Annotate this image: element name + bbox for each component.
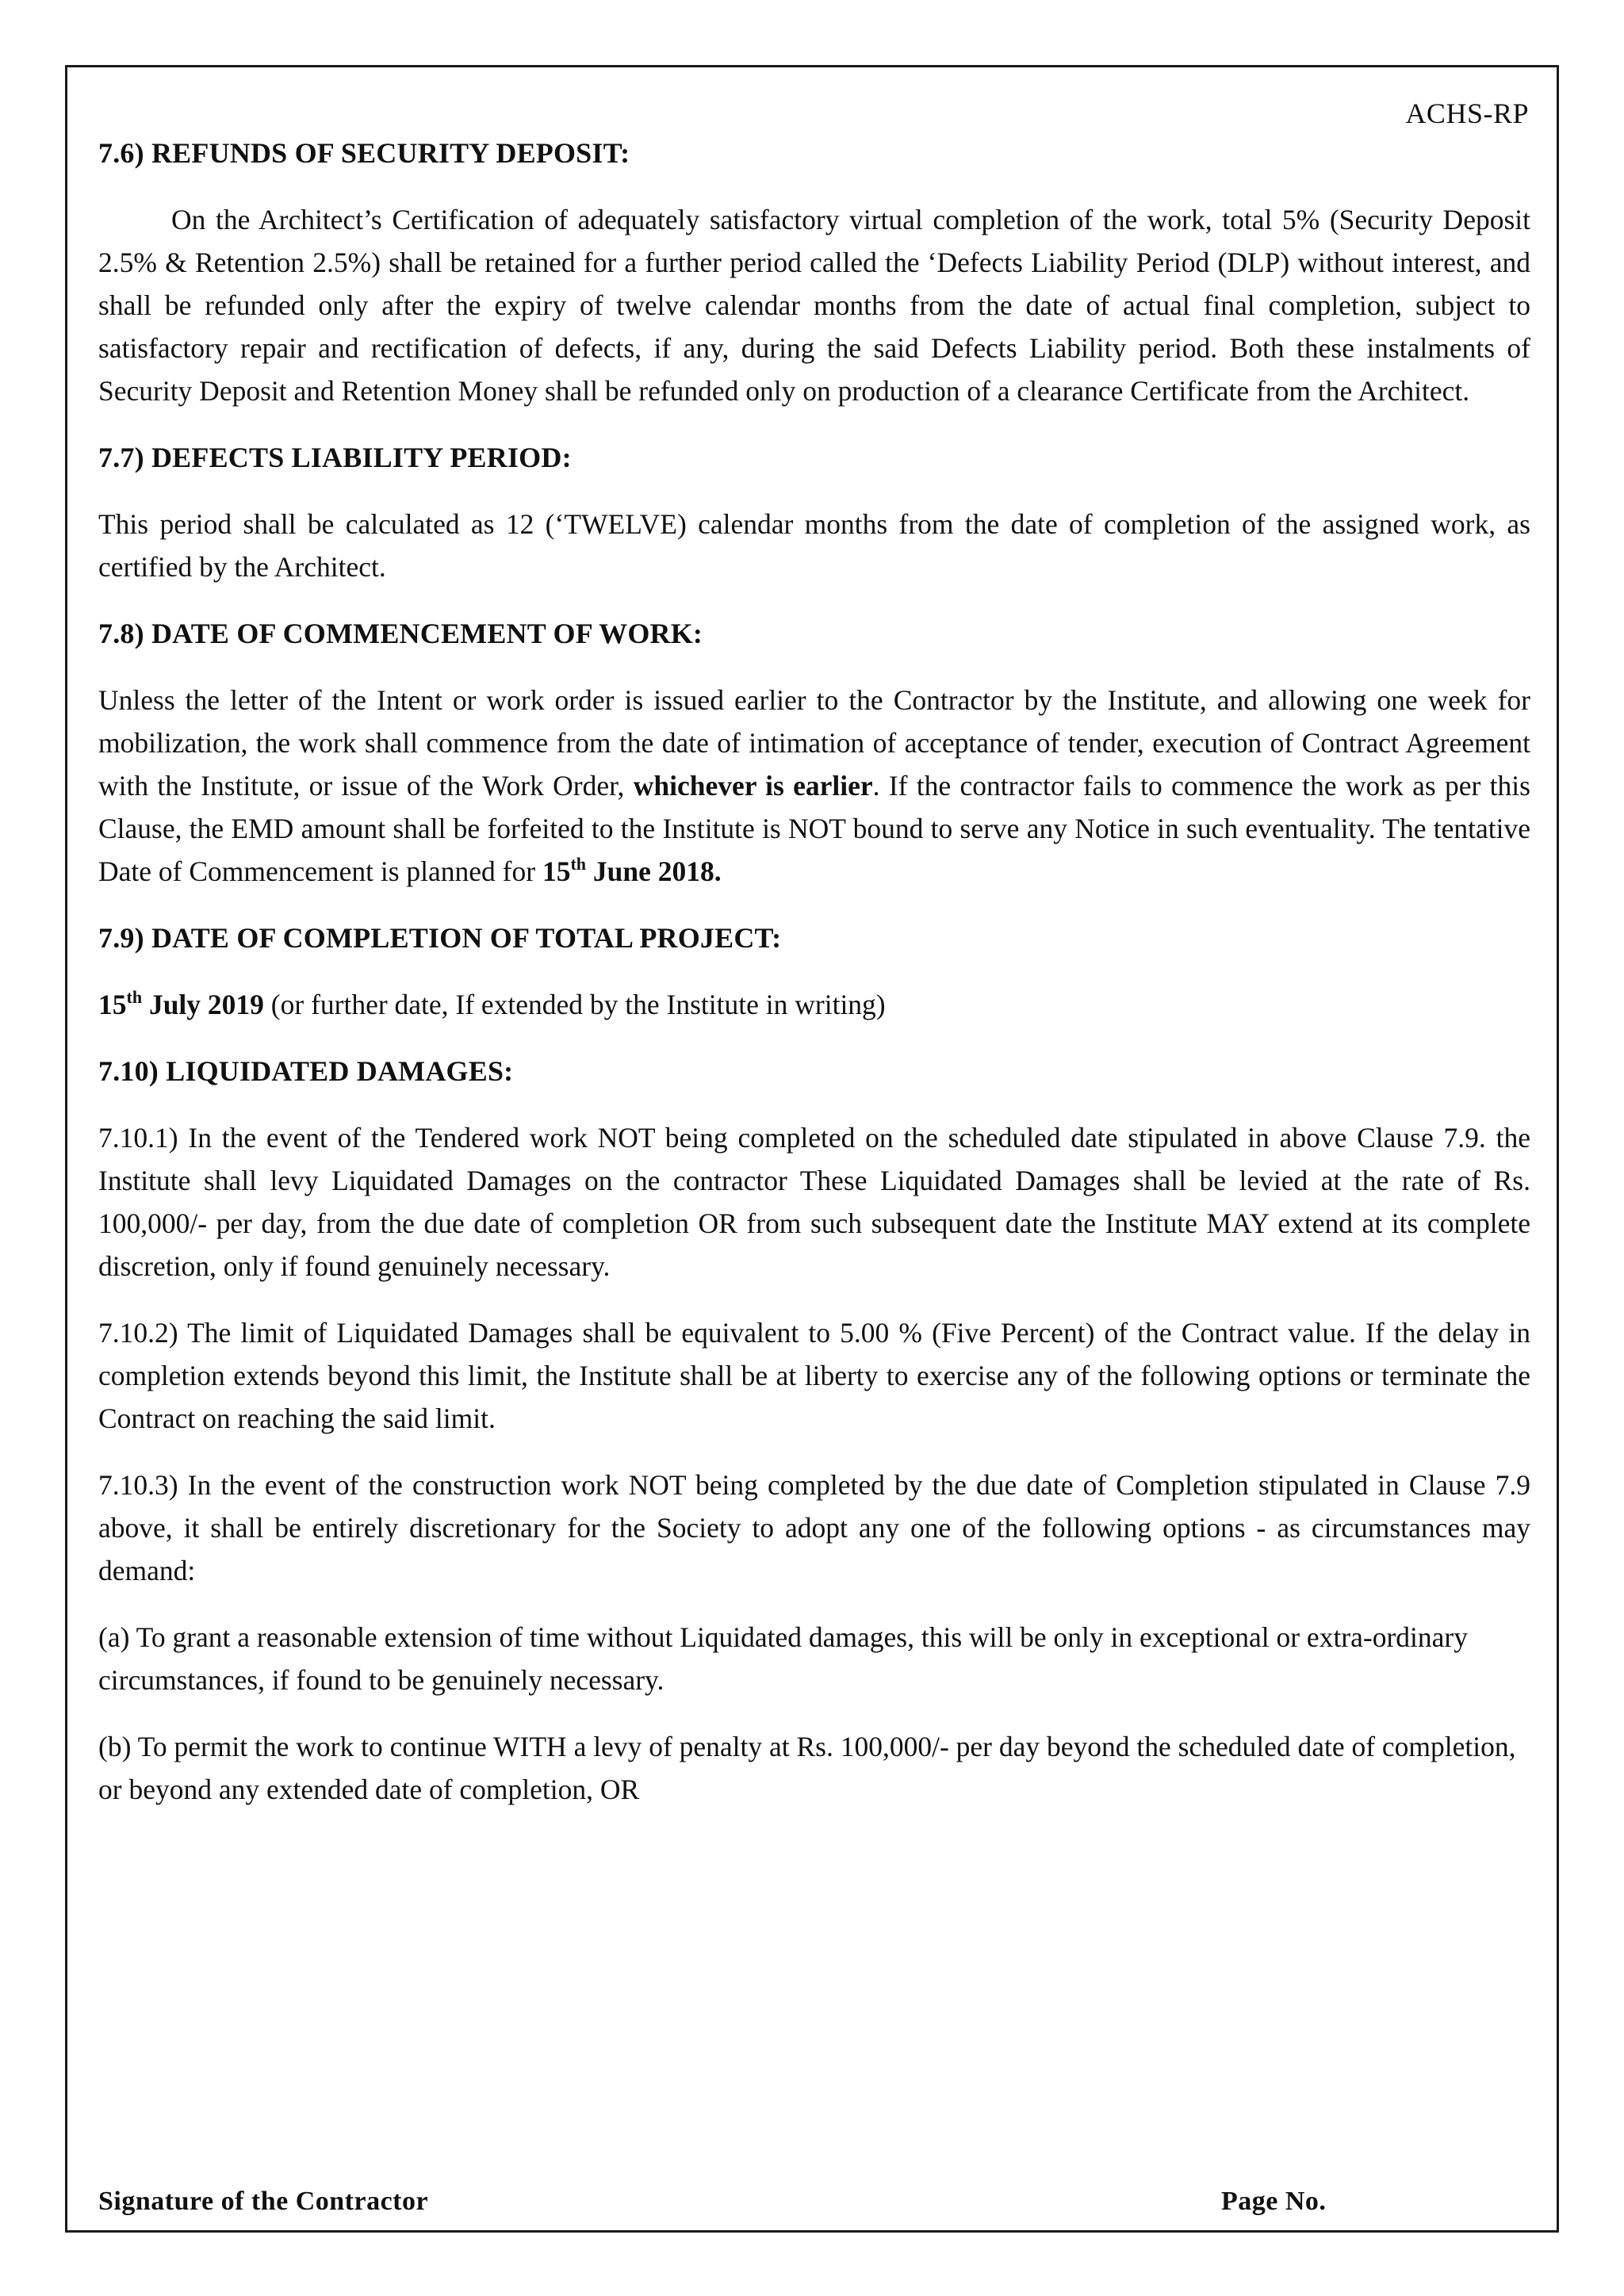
section-7-10-1-paragraph: 7.10.1) In the event of the Tendered work NOT being completed on the scheduled date stipulated in above Clause 7.9. the Institute shall levy Liquidated Damages on the contractor These Liquidated Damages shall be levied at the rate of Rs. 100,000/- per day, from the due date of completion OR from such subsequent date the Institute MAY extend at its complete discretion, only if found genuinely necessary. bbox=[98, 1122, 1530, 1282]
page-number-label: Page No. bbox=[1221, 2187, 1327, 2216]
section-7-8-text-1: Unless the letter of the Intent or work order is issued earlier to the Contractor by the Institute, and allowing one week for mobilization, the work shall commence from the date of intimation of acceptance of tender, execution of Contract Agreement with the Institute, or issue of the Work Order, bbox=[98, 684, 1530, 802]
option-b-paragraph: (b) To permit the work to continue WITH a levy of penalty at Rs. 100,000/- per day beyond the scheduled date of completion, or beyond any extended date of completion, OR bbox=[98, 1731, 1516, 1805]
option-a-paragraph: (a) To grant a reasonable extension of time without Liquidated damages, this will be only in exceptional or extra-ordinary circumstances, if found to be genuinely necessary. bbox=[98, 1621, 1468, 1696]
section-7-10-3-paragraph: 7.10.3) In the event of the construction work NOT being completed by the due date of Completion stipulated in Clause 7.9 above, it shall be entirely discretionary for the Society to adopt any one of the following options - as circumstances may demand: bbox=[98, 1469, 1530, 1586]
contractor-signature-label: Signature of the Contractor bbox=[98, 2187, 429, 2216]
completion-date-day: 15 bbox=[98, 989, 127, 1020]
section-7-10-heading: 7.10) LIQUIDATED DAMAGES: bbox=[98, 1055, 514, 1087]
completion-date-note: (or further date, If extended by the Institute in writing) bbox=[263, 989, 886, 1020]
section-7-7-paragraph: This period shall be calculated as 12 (‘TWELVE) calendar months from the date of completion of the assigned work, as certified by the Architect. bbox=[98, 508, 1530, 583]
section-7-8-bold: whichever is earlier bbox=[633, 770, 873, 802]
completion-date bbox=[98, 989, 264, 1020]
commencement-date-day: 15 bbox=[542, 855, 571, 887]
commencement-date bbox=[542, 855, 722, 887]
section-7-8-paragraph bbox=[98, 679, 1530, 893]
section-7-8-heading: 7.8) DATE OF COMMENCEMENT OF WORK: bbox=[98, 618, 703, 649]
section-7-10-2-paragraph: 7.10.2) The limit of Liquidated Damages shall be equivalent to 5.00 % (Five Percent) of the Contract value. If the delay in completion extends beyond this limit, the Institute shall be at liberty to exercise any of the following options or terminate the Contract on reaching the said limit. bbox=[98, 1317, 1530, 1434]
section-7-7-heading: 7.7) DEFECTS LIABILITY PERIOD: bbox=[98, 442, 572, 473]
document-body bbox=[98, 132, 1530, 1835]
section-7-8-text-2: . If the contractor fails to commence the work as per this Clause, the EMD amount shall be forfeited to the Institute is NOT bound to serve any Notice in such eventuality. The tentative Date of Commencement is planned for bbox=[98, 770, 1530, 887]
section-7-9-paragraph bbox=[98, 983, 1530, 1026]
commencement-date-suffix: th bbox=[570, 854, 587, 874]
document-code: ACHS-RP bbox=[1405, 98, 1529, 129]
section-7-9-heading: 7.9) DATE OF COMPLETION OF TOTAL PROJECT: bbox=[98, 922, 782, 954]
completion-date-rest: July 2019 bbox=[142, 989, 264, 1020]
section-7-6-paragraph: On the Architect’s Certification of adequately satisfactory virtual completion of the work, total 5% (Security Deposit 2.5% & Retention 2.5%) shall be retained for a further period called the ‘Defects Liability Period (DLP) without interest, and shall be refunded only after the expiry of twelve calendar months from the date of actual final completion, subject to satisfactory repair and rectification of defects, if any, during the said Defects Liability period. Both these instalments of Security Deposit and Retention Money shall be refunded only on production of a clearance Certificate from the Architect. bbox=[98, 204, 1530, 407]
section-7-6-heading: 7.6) REFUNDS OF SECURITY DEPOSIT: bbox=[98, 137, 630, 169]
completion-date-suffix: th bbox=[126, 987, 143, 1007]
commencement-date-rest: June 2018. bbox=[586, 855, 722, 887]
